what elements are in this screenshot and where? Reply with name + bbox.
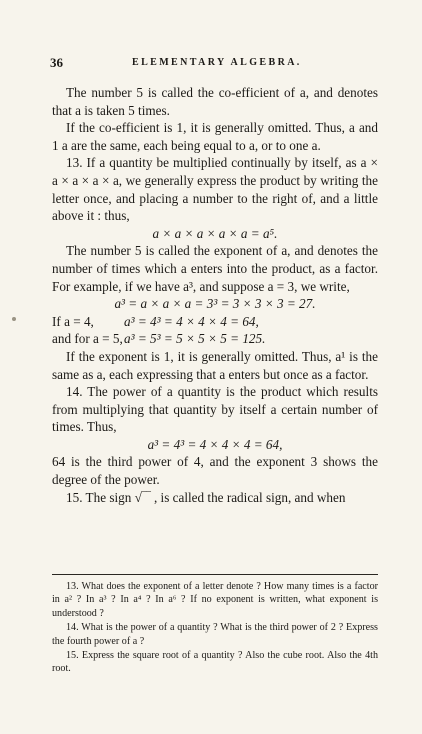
equation-a-cubed-5: a³ = 5³ = 5 × 5 × 5 = 125. <box>124 331 266 347</box>
equation-a-cubed-3: a³ = a × a × a = 3³ = 3 × 3 × 3 = 27. <box>114 296 316 312</box>
paragraph-13: 13. If a quantity be multiplied continually by itself, as a × a × a × a × a, we generally express the product by writing the letter once, and placing a number to the right of, and a little above it : thus, <box>52 155 378 224</box>
footnote-15: 15. Express the square root of a quantity ? Also the cube root. Also the 4th root. <box>52 650 378 675</box>
paragraph-15: 15. The sign √‾‾ , is called the radical sign, and when <box>66 489 346 505</box>
paragraph-coefficient-one: If the co-efficient is 1, it is generally omitted. Thus, a and 1 a are the same, each being equal to a, or to one a. <box>52 120 378 153</box>
equation-label-4: If a = 4, <box>52 313 94 329</box>
equation-a-fifth: a × a × a × a × a = a⁵. <box>152 225 278 241</box>
footnotes <box>52 580 378 677</box>
equation-row-5 <box>52 330 378 348</box>
equation-label-5: and for a = 5, <box>52 331 123 347</box>
footnote-14: 14. What is the power of a quantity ? What is the third power of 2 ? Express the fourth power of a ? <box>52 622 378 647</box>
paragraph-third-power: 64 is the third power of 4, and the exponent 3 shows the degree of the power. <box>52 454 378 488</box>
footnote-rule <box>52 574 378 575</box>
footnote-13: 13. What does the exponent of a letter denote ? How many times is a factor in a² ? In a³ ? In a⁴ ? In a⁶ ? If no exponent is written, what exponent is understood ? <box>52 581 378 619</box>
equation-row-4 <box>52 313 378 331</box>
paragraph-coefficient: The number 5 is called the co-efficient of a, and denotes that a is taken 5 times. <box>52 85 378 118</box>
running-title: ELEMENTARY ALGEBRA. <box>132 57 302 68</box>
paragraph-exponent-one: If the exponent is 1, it is generally omitted. Thus, a¹ is the same as a, each expressing that a enters but once as a factor. <box>52 348 378 382</box>
paragraph-exponent: The number 5 is called the exponent of a, and denotes the number of times which a enters into the product, as a factor. For example, if we have a³, and suppose a = 3, we write, <box>52 243 378 294</box>
equation-a-cubed-4: a³ = 4³ = 4 × 4 × 4 = 64, <box>124 313 259 329</box>
margin-speck <box>12 317 16 321</box>
equation-power: a³ = 4³ = 4 × 4 × 4 = 64, <box>147 436 283 452</box>
page-number: 36 <box>50 55 63 70</box>
main-text <box>52 84 378 506</box>
paragraph-14: 14. The power of a quantity is the product which results from multiplying that quantity by itself a certain number of times. Thus, <box>52 384 378 435</box>
